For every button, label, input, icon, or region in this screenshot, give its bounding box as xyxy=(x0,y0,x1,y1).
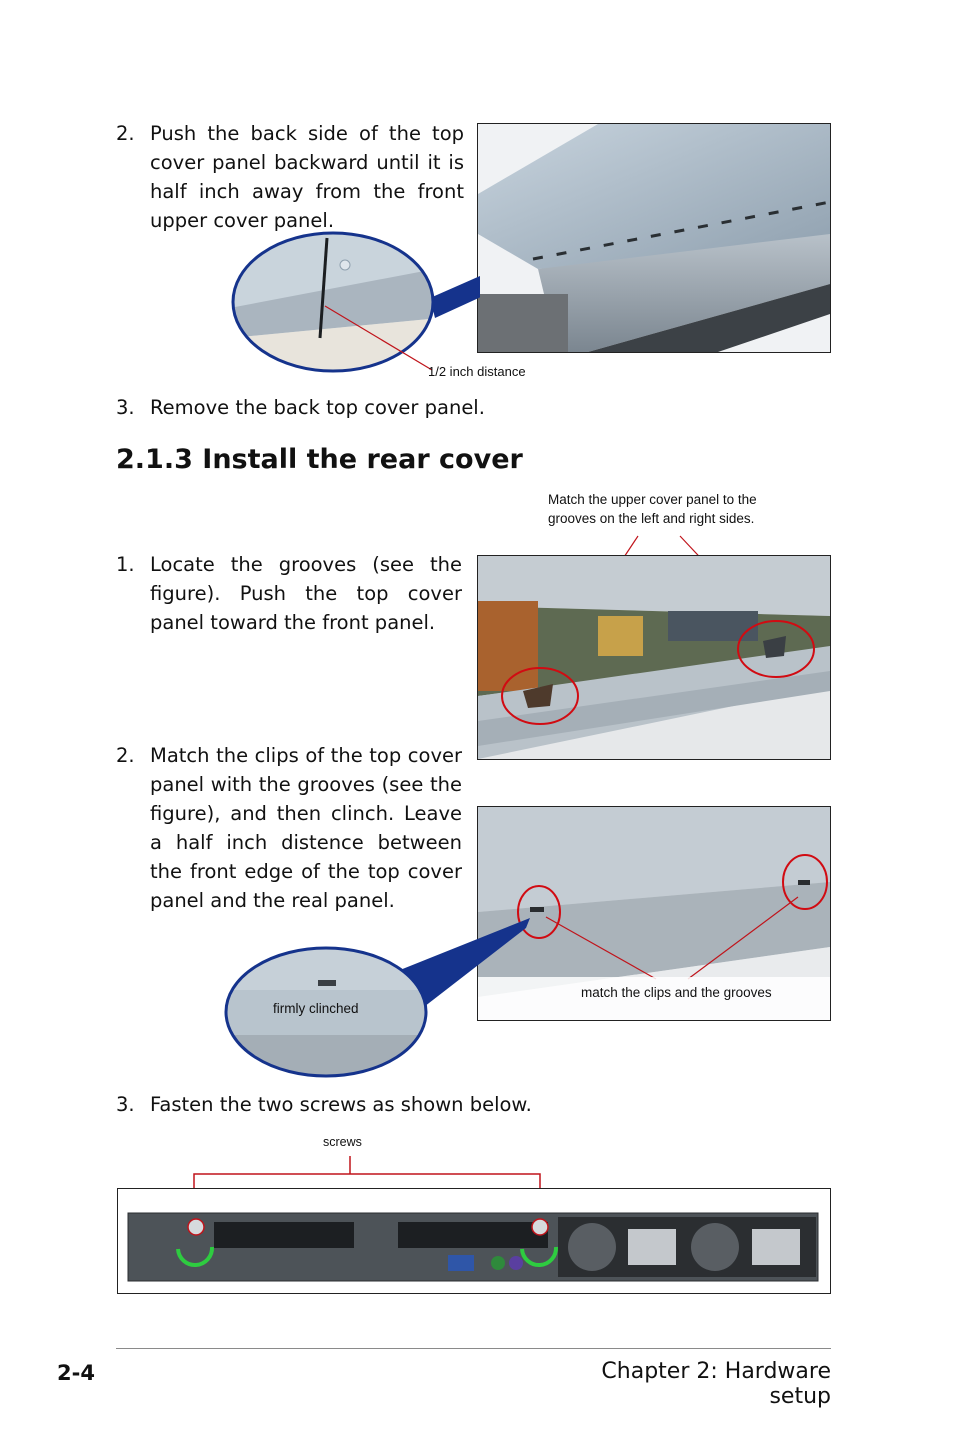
step-3-fasten-screws xyxy=(116,1090,576,1120)
step-text: Push the back side of the top cover panel backward until it is half inch away from the front upper cover panel. xyxy=(150,122,464,232)
step-text: Match the clips of the top cover panel with the grooves (see the figure), and then clinch. Leave a half inch distence between the front edge of the top cover panel and the real panel. xyxy=(150,744,462,912)
server-top-cover-photo xyxy=(477,123,831,353)
rear-panel-photo xyxy=(117,1188,831,1294)
section-heading: 2.1.3 Install the rear cover xyxy=(116,444,523,475)
rear-panel-illustration xyxy=(118,1189,830,1293)
footer-rule xyxy=(116,1348,831,1349)
step-number: 3. xyxy=(116,1093,135,1116)
callout-half-inch: 1/2 inch distance xyxy=(428,364,526,379)
callout-clips: match the clips and the grooves xyxy=(581,985,772,1000)
zoom-detail-clinched xyxy=(220,900,540,1085)
step-2-push-back-cover xyxy=(116,119,464,239)
step-number: 3. xyxy=(116,396,135,419)
callout-grooves: Match the upper cover panel to the grooves on the left and right sides. xyxy=(548,492,757,526)
server-top-cover-illustration xyxy=(478,124,830,352)
grooves-photo xyxy=(477,555,831,760)
callout-clinched: firmly clinched xyxy=(273,1001,359,1016)
grooves-illustration xyxy=(478,556,830,759)
chapter-title: Chapter 2: Hardware setup xyxy=(601,1359,831,1409)
step-text: Fasten the two screws as shown below. xyxy=(150,1093,532,1116)
step-2-match-clips xyxy=(116,741,464,921)
step-text: Remove the back top cover panel. xyxy=(150,396,485,419)
half-inch-leader-line xyxy=(320,300,440,380)
page-number: 2-4 xyxy=(57,1361,95,1385)
step-number: 2. xyxy=(116,744,135,767)
callout-screws: screws xyxy=(323,1135,362,1149)
step-1-locate-grooves xyxy=(116,550,464,640)
step-text: Locate the grooves (see the figure). Push the top cover panel toward the front panel. xyxy=(150,553,462,634)
step-number: 1. xyxy=(116,553,135,576)
step-3-remove-back-cover xyxy=(116,393,556,423)
step-number: 2. xyxy=(116,122,135,145)
